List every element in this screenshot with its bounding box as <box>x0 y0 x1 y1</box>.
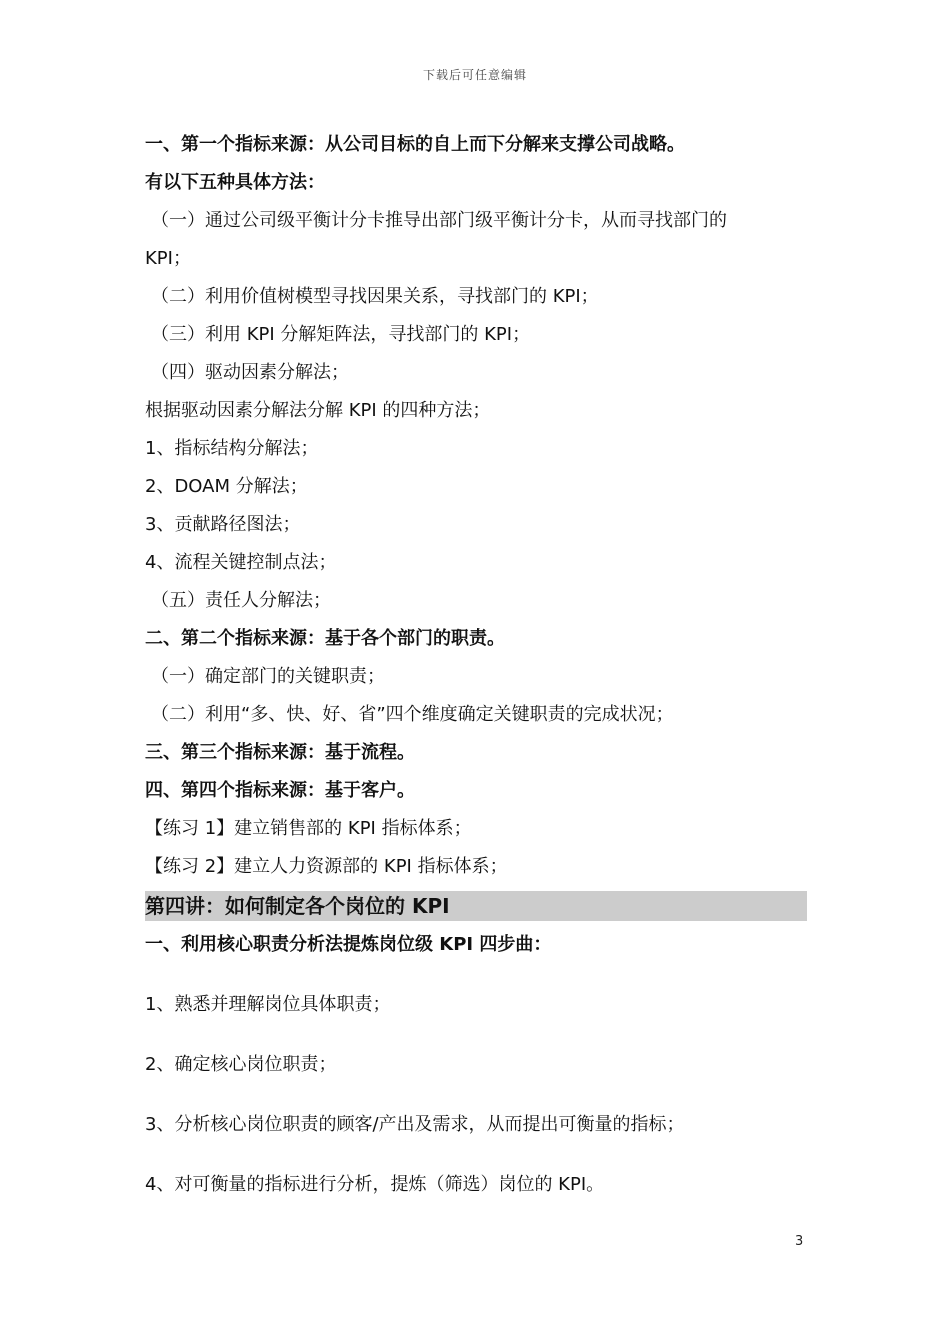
exercise-2: 【练习 2】建立人力资源部的 KPI 指标体系； <box>145 856 508 877</box>
section-step-2: 2、确定核心岗位职责； <box>145 1054 337 1075</box>
driver-method-4: 4、流程关键控制点法； <box>145 552 337 573</box>
method-5: （五）责任人分解法； <box>151 590 331 611</box>
duty-step-2: （二）利用“多、快、好、省”四个维度确定关键职责的完成状况； <box>151 704 674 725</box>
exercise-1: 【练习 1】建立销售部的 KPI 指标体系； <box>145 818 472 839</box>
document-body <box>145 126 807 1226</box>
method-1: （一）通过公司级平衡计分卡推导出部门级平衡计分卡，从而寻找部门的 <box>151 210 727 231</box>
method-3: （三）利用 KPI 分解矩阵法，寻找部门的 KPI； <box>151 324 531 345</box>
page-number: 3 <box>795 1234 804 1249</box>
duty-step-1: （一）确定部门的关键职责； <box>151 666 385 687</box>
method-1-continued: KPI； <box>145 248 191 269</box>
subheading-five-methods: 有以下五种具体方法： <box>145 172 325 193</box>
driver-method-2: 2、DOAM 分解法； <box>145 476 308 497</box>
section-title-bar: 第四讲：如何制定各个岗位的 KPI <box>145 891 807 921</box>
section-heading: 一、利用核心职责分析法提炼岗位级 KPI 四步曲： <box>145 934 552 955</box>
driver-method-1: 1、指标结构分解法； <box>145 438 319 459</box>
page-header: 下载后可任意编辑 <box>422 68 527 82</box>
method-4: （四）驱动因素分解法； <box>151 362 349 383</box>
heading-source-2: 二、第二个指标来源：基于各个部门的职责。 <box>145 628 505 649</box>
method-2: （二）利用价值树模型寻找因果关系，寻找部门的 KPI； <box>151 286 599 307</box>
section-step-4: 4、对可衡量的指标进行分析，提炼（筛选）岗位的 KPI。 <box>145 1174 605 1195</box>
heading-source-3: 三、第三个指标来源：基于流程。 <box>145 742 415 763</box>
section-step-1: 1、熟悉并理解岗位具体职责； <box>145 994 391 1015</box>
driver-intro: 根据驱动因素分解法分解 KPI 的四种方法； <box>145 400 491 421</box>
heading-source-1: 一、第一个指标来源：从公司目标的自上而下分解来支撑公司战略。 <box>145 134 685 155</box>
driver-method-3: 3、贡献路径图法； <box>145 514 301 535</box>
section-step-3: 3、分析核心岗位职责的顾客/产出及需求，从而提出可衡量的指标； <box>145 1114 685 1135</box>
heading-source-4: 四、第四个指标来源：基于客户。 <box>145 780 415 801</box>
